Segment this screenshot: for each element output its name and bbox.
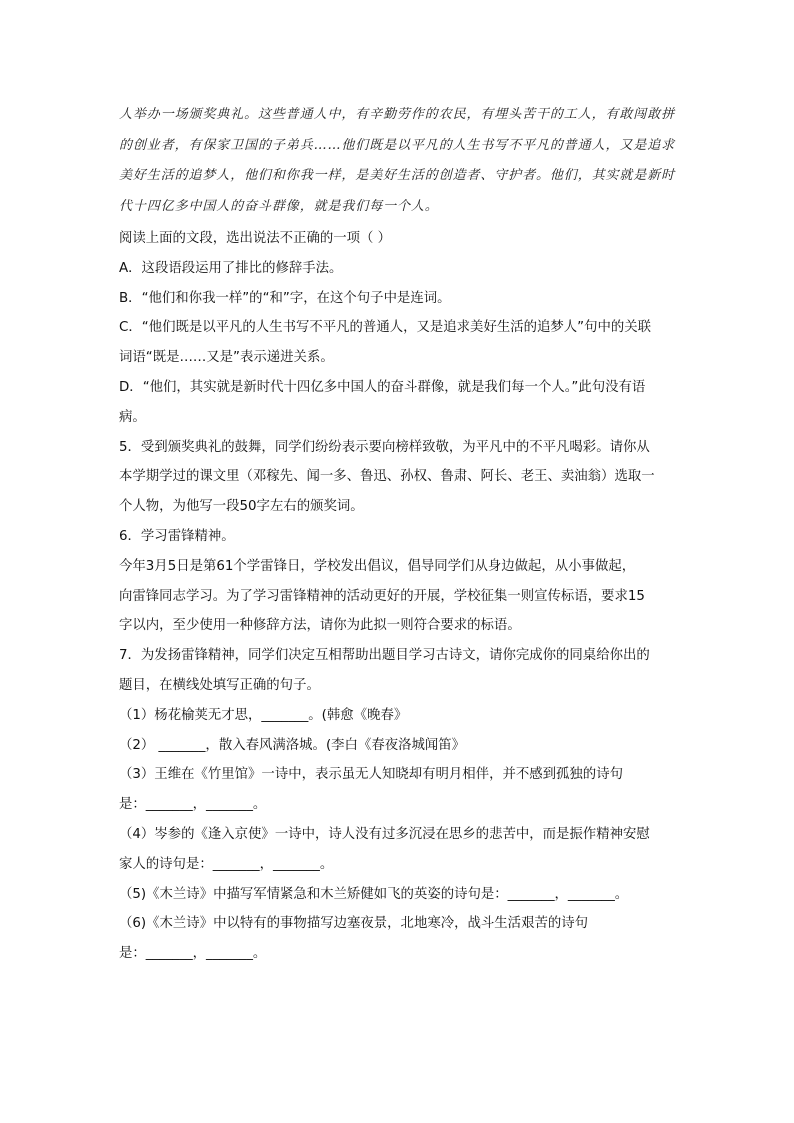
q4-option-a: A．这段语段运用了排比的修辞手法。	[119, 260, 343, 276]
q4-option-d-line1: D．“他们，其实就是新时代十四亿多中国人的奋斗群像，就是我们每一个人。”此句没有语	[119, 379, 646, 395]
q6-line3: 字以内，至少使用一种修辞方法，请你为此拟一则符合要求的标语。	[119, 618, 521, 634]
q6-line1: 今年3月5日是第61个学雷锋日，学校发出倡议，倡导同学们从身边做起，从小事做起，	[119, 558, 636, 574]
q7-item5: （5)《木兰诗》中描写军情紧急和木兰矫健如飞的英姿的诗句是：_______，_______。	[119, 886, 629, 902]
passage-line: 代十四亿多中国人的奋斗群像，就是我们每一个人。	[119, 198, 439, 214]
passage-line: 人举办一场颁奖典礼。这些普通人中，有辛勤劳作的农民，有埋头苦干的工人，有敢闯敢拼	[119, 107, 676, 122]
questions-body	[119, 224, 679, 969]
passage-line: 的创业者，有保家卫国的子弟兵……他们既是以平凡的人生书写不平凡的普通人，又是追求	[119, 137, 676, 153]
q5-line1: 5．受到颁奖典礼的鼓舞，同学们纷纷表示要向榜样致敬，为平凡中的不平凡喝彩。请你从	[119, 439, 650, 455]
q7-item4-line1: （4）岑参的《逢入京使》一诗中，诗人没有过多沉浸在思乡的悲苦中，而是振作精神安慰	[119, 826, 650, 842]
passage-line: 美好生活的追梦人，他们和你我一样，是美好生活的创造者、守护者。他们，其实就是新时	[119, 168, 676, 183]
q7-line2: 题目，在横线处填写正确的句子。	[119, 677, 320, 693]
q7-item6-line2: 是：_______，_______。	[119, 946, 267, 962]
q7-item3-line1: （3）王维在《竹里馆》一诗中，表示虽无人知晓却有明月相伴，并不感到孤独的诗句	[119, 767, 623, 783]
q6-title: 6．学习雷锋精神。	[119, 528, 235, 544]
q4-prompt: 阅读上面的文段，选出说法不正确的一项（ ）	[119, 231, 392, 246]
q4-option-c-line2: 词语“既是……又是”表示递进关系。	[119, 350, 334, 366]
q7-item2: （2） _______，散入春风满洛城。(李白《春夜洛城闻笛》	[119, 737, 466, 753]
q4-option-d-line2: 病。	[119, 409, 146, 425]
q5-line2: 本学期学过的课文里（邓稼先、闻一多、鲁迅、孙权、鲁肃、阿长、老王、卖油翁）选取一	[119, 469, 655, 485]
q4-option-c-line1: C．“他们既是以平凡的人生书写不平凡的普通人，又是追求美好生活的追梦人”句中的关联	[119, 320, 652, 336]
reading-passage	[119, 100, 679, 222]
q7-line1: 7．为发扬雷锋精神，同学们决定互相帮助出题目学习古诗文，请你完成你的同桌给你出的	[119, 648, 650, 664]
q6-line2: 向雷锋同志学习。为了学习雷锋精神的活动更好的开展，学校征集一则宣传标语，要求15	[119, 588, 645, 604]
q7-item3-line2: 是：_______，_______。	[119, 797, 267, 813]
q7-item1: （1）杨花榆荚无才思，_______。(韩愈《晚春》	[119, 707, 408, 723]
q7-item6-line1: （6)《木兰诗》中以特有的事物描写边塞夜景，北地寒冷，战斗生活艰苦的诗句	[119, 916, 589, 932]
q4-option-b: B．“他们和你我一样”的“和”字，在这个句子中是连词。	[119, 290, 451, 306]
q5-line3: 个人物，为他写一段50字左右的颁奖词。	[119, 499, 364, 515]
q7-item4-line2: 家人的诗句是：_______，_______。	[119, 856, 334, 872]
